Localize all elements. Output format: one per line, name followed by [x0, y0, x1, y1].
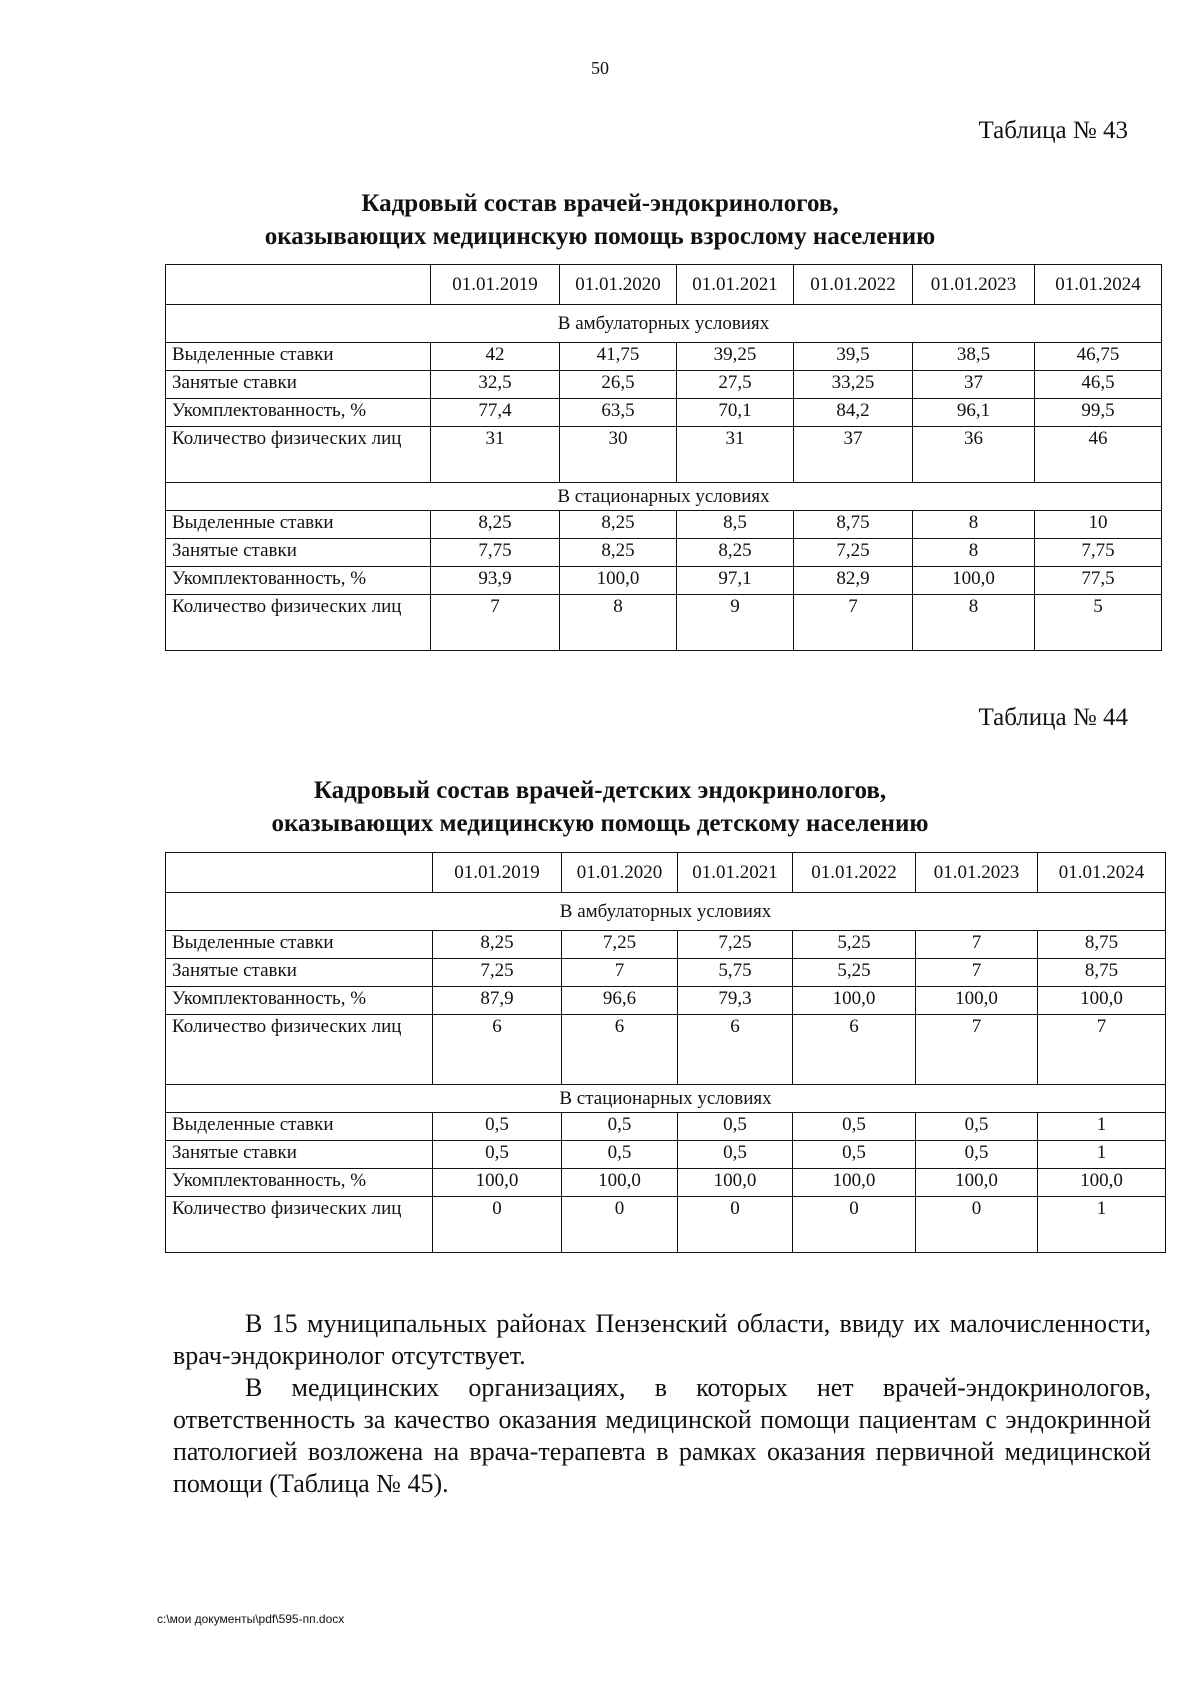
- value-cell: 36: [913, 427, 1035, 483]
- value-cell: 8,25: [677, 539, 794, 567]
- value-cell: 7: [916, 1015, 1038, 1085]
- value-cell: 41,75: [560, 343, 677, 371]
- value-cell: 87,9: [433, 987, 562, 1015]
- table-row: [166, 399, 1162, 427]
- value-cell: 5,25: [793, 931, 916, 959]
- row-label: Количество физических лиц: [166, 427, 431, 483]
- value-cell: 10: [1035, 511, 1162, 539]
- value-cell: 7: [431, 595, 560, 651]
- row-label: Укомплектованность, %: [166, 399, 431, 427]
- table-section-row: [166, 1085, 1166, 1113]
- value-cell: 33,25: [794, 371, 913, 399]
- value-cell: 100,0: [560, 567, 677, 595]
- value-cell: 6: [562, 1015, 678, 1085]
- value-cell: 79,3: [678, 987, 793, 1015]
- value-cell: 100,0: [916, 987, 1038, 1015]
- value-cell: 100,0: [1038, 1169, 1166, 1197]
- section-heading: В амбулаторных условиях: [166, 305, 1162, 343]
- value-cell: 1: [1038, 1113, 1166, 1141]
- value-cell: 9: [677, 595, 794, 651]
- header-date-cell: 01.01.2024: [1035, 265, 1162, 305]
- value-cell: 7,75: [431, 539, 560, 567]
- header-date-cell: 01.01.2023: [913, 265, 1035, 305]
- table-row: [166, 427, 1162, 483]
- value-cell: 0,5: [793, 1141, 916, 1169]
- value-cell: 7,25: [433, 959, 562, 987]
- table-section-row: [166, 893, 1166, 931]
- table-row: [166, 595, 1162, 651]
- table-row: [166, 343, 1162, 371]
- value-cell: 46,75: [1035, 343, 1162, 371]
- value-cell: 6: [793, 1015, 916, 1085]
- value-cell: 31: [677, 427, 794, 483]
- table-row: [166, 371, 1162, 399]
- header-date-cell: 01.01.2024: [1038, 853, 1166, 893]
- value-cell: 82,9: [794, 567, 913, 595]
- value-cell: 27,5: [677, 371, 794, 399]
- table-43: [165, 264, 1162, 651]
- value-cell: 8,75: [794, 511, 913, 539]
- header-date-cell: 01.01.2023: [916, 853, 1038, 893]
- value-cell: 8: [560, 595, 677, 651]
- table-header-row: [166, 265, 1162, 305]
- value-cell: 0: [916, 1197, 1038, 1253]
- table-header-row: [166, 853, 1166, 893]
- header-date-cell: 01.01.2019: [431, 265, 560, 305]
- table-section-row: [166, 483, 1162, 511]
- value-cell: 100,0: [1038, 987, 1166, 1015]
- value-cell: 8,5: [677, 511, 794, 539]
- header-date-cell: 01.01.2021: [678, 853, 793, 893]
- row-label: Занятые ставки: [166, 371, 431, 399]
- header-date-cell: 01.01.2019: [433, 853, 562, 893]
- value-cell: 100,0: [913, 567, 1035, 595]
- value-cell: 97,1: [677, 567, 794, 595]
- footer-file-path: c:\мои документы\pdf\595-пп.docx: [157, 1612, 345, 1626]
- value-cell: 8: [913, 595, 1035, 651]
- value-cell: 100,0: [433, 1169, 562, 1197]
- table-row: [166, 567, 1162, 595]
- header-date-cell: 01.01.2020: [562, 853, 678, 893]
- value-cell: 63,5: [560, 399, 677, 427]
- value-cell: 46: [1035, 427, 1162, 483]
- value-cell: 7: [916, 959, 1038, 987]
- value-cell: 8,25: [433, 931, 562, 959]
- value-cell: 0,5: [562, 1141, 678, 1169]
- value-cell: 1: [1038, 1197, 1166, 1253]
- page-number: 50: [591, 58, 609, 78]
- table-43-caption: Таблица № 43: [978, 117, 1128, 144]
- table-44-caption: Таблица № 44: [978, 704, 1128, 731]
- table-row: [166, 1015, 1166, 1085]
- value-cell: 39,5: [794, 343, 913, 371]
- row-label: Количество физических лиц: [166, 1015, 433, 1085]
- value-cell: 7: [794, 595, 913, 651]
- row-label: Укомплектованность, %: [166, 987, 433, 1015]
- section-heading: В амбулаторных условиях: [166, 893, 1166, 931]
- value-cell: 7,75: [1035, 539, 1162, 567]
- table-row: [166, 511, 1162, 539]
- value-cell: 6: [678, 1015, 793, 1085]
- table-44-title-line2: оказывающих медицинскую помощь детскому населению: [271, 810, 929, 837]
- value-cell: 0,5: [562, 1113, 678, 1141]
- table-row: [166, 959, 1166, 987]
- value-cell: 7: [1038, 1015, 1166, 1085]
- value-cell: 37: [794, 427, 913, 483]
- value-cell: 8,75: [1038, 959, 1166, 987]
- table-row: [166, 1169, 1166, 1197]
- value-cell: 0: [793, 1197, 916, 1253]
- row-label: Выделенные ставки: [166, 931, 433, 959]
- value-cell: 0,5: [916, 1113, 1038, 1141]
- value-cell: 100,0: [562, 1169, 678, 1197]
- row-label: Укомплектованность, %: [166, 567, 431, 595]
- value-cell: 0: [562, 1197, 678, 1253]
- value-cell: 6: [433, 1015, 562, 1085]
- table-row: [166, 987, 1166, 1015]
- row-label: Количество физических лиц: [166, 1197, 433, 1253]
- value-cell: 0,5: [433, 1113, 562, 1141]
- table-row: [166, 1197, 1166, 1253]
- header-date-cell: 01.01.2022: [793, 853, 916, 893]
- body-text: [173, 1308, 1151, 1500]
- value-cell: 32,5: [431, 371, 560, 399]
- value-cell: 0,5: [678, 1113, 793, 1141]
- row-label: Выделенные ставки: [166, 1113, 433, 1141]
- value-cell: 30: [560, 427, 677, 483]
- value-cell: 93,9: [431, 567, 560, 595]
- row-label: Выделенные ставки: [166, 343, 431, 371]
- table-43-title-line1: Кадровый состав врачей-эндокринологов,: [361, 190, 839, 217]
- value-cell: 8: [913, 539, 1035, 567]
- row-label: Занятые ставки: [166, 539, 431, 567]
- value-cell: 8,75: [1038, 931, 1166, 959]
- header-empty-cell: [166, 265, 431, 305]
- value-cell: 38,5: [913, 343, 1035, 371]
- section-heading: В стационарных условиях: [166, 483, 1162, 511]
- value-cell: 5,75: [678, 959, 793, 987]
- row-label: Количество физических лиц: [166, 595, 431, 651]
- value-cell: 8,25: [431, 511, 560, 539]
- value-cell: 5,25: [793, 959, 916, 987]
- value-cell: 7,25: [562, 931, 678, 959]
- section-heading: В стационарных условиях: [166, 1085, 1166, 1113]
- value-cell: 100,0: [678, 1169, 793, 1197]
- value-cell: 0,5: [678, 1141, 793, 1169]
- value-cell: 96,6: [562, 987, 678, 1015]
- value-cell: 7: [916, 931, 1038, 959]
- value-cell: 0: [433, 1197, 562, 1253]
- value-cell: 100,0: [793, 987, 916, 1015]
- header-date-cell: 01.01.2020: [560, 265, 677, 305]
- value-cell: 26,5: [560, 371, 677, 399]
- value-cell: 100,0: [793, 1169, 916, 1197]
- table-44-title-line1: Кадровый состав врачей-детских эндокринологов,: [313, 777, 887, 804]
- value-cell: 37: [913, 371, 1035, 399]
- value-cell: 5: [1035, 595, 1162, 651]
- table-row: [166, 1141, 1166, 1169]
- value-cell: 7,25: [678, 931, 793, 959]
- table-section-row: [166, 305, 1162, 343]
- value-cell: 0,5: [793, 1113, 916, 1141]
- value-cell: 7: [562, 959, 678, 987]
- value-cell: 100,0: [916, 1169, 1038, 1197]
- value-cell: 31: [431, 427, 560, 483]
- row-label: Занятые ставки: [166, 959, 433, 987]
- table-row: [166, 1113, 1166, 1141]
- header-date-cell: 01.01.2022: [794, 265, 913, 305]
- value-cell: 70,1: [677, 399, 794, 427]
- value-cell: 77,5: [1035, 567, 1162, 595]
- value-cell: 8,25: [560, 539, 677, 567]
- value-cell: 46,5: [1035, 371, 1162, 399]
- value-cell: 8: [913, 511, 1035, 539]
- value-cell: 96,1: [913, 399, 1035, 427]
- value-cell: 0: [678, 1197, 793, 1253]
- value-cell: 7,25: [794, 539, 913, 567]
- value-cell: 1: [1038, 1141, 1166, 1169]
- value-cell: 0,5: [433, 1141, 562, 1169]
- table-row: [166, 931, 1166, 959]
- value-cell: 39,25: [677, 343, 794, 371]
- table-43-title-line2: оказывающих медицинскую помощь взрослому населению: [264, 223, 936, 250]
- paragraph-1: В 15 муниципальных районах Пензенский области, ввиду их малочисленности, врач-эндокринолог отсутствует.: [173, 1309, 1151, 1370]
- row-label: Выделенные ставки: [166, 511, 431, 539]
- value-cell: 0,5: [916, 1141, 1038, 1169]
- value-cell: 8,25: [560, 511, 677, 539]
- value-cell: 77,4: [431, 399, 560, 427]
- paragraph-2: В медицинских организациях, в которых нет врачей-эндокринологов, ответственность за качество оказания медицинской помощи пациентам с эндокринной патологией возложена на врача-терапевта в рамках оказания первичной медицинской помощи (Таблица № 45).: [173, 1373, 1151, 1498]
- value-cell: 99,5: [1035, 399, 1162, 427]
- table-43-title: [0, 187, 1200, 253]
- table-row: [166, 539, 1162, 567]
- row-label: Занятые ставки: [166, 1141, 433, 1169]
- row-label: Укомплектованность, %: [166, 1169, 433, 1197]
- value-cell: 42: [431, 343, 560, 371]
- header-empty-cell: [166, 853, 433, 893]
- header-date-cell: 01.01.2021: [677, 265, 794, 305]
- table-44-title: [0, 774, 1200, 840]
- table-44: [165, 852, 1166, 1253]
- value-cell: 84,2: [794, 399, 913, 427]
